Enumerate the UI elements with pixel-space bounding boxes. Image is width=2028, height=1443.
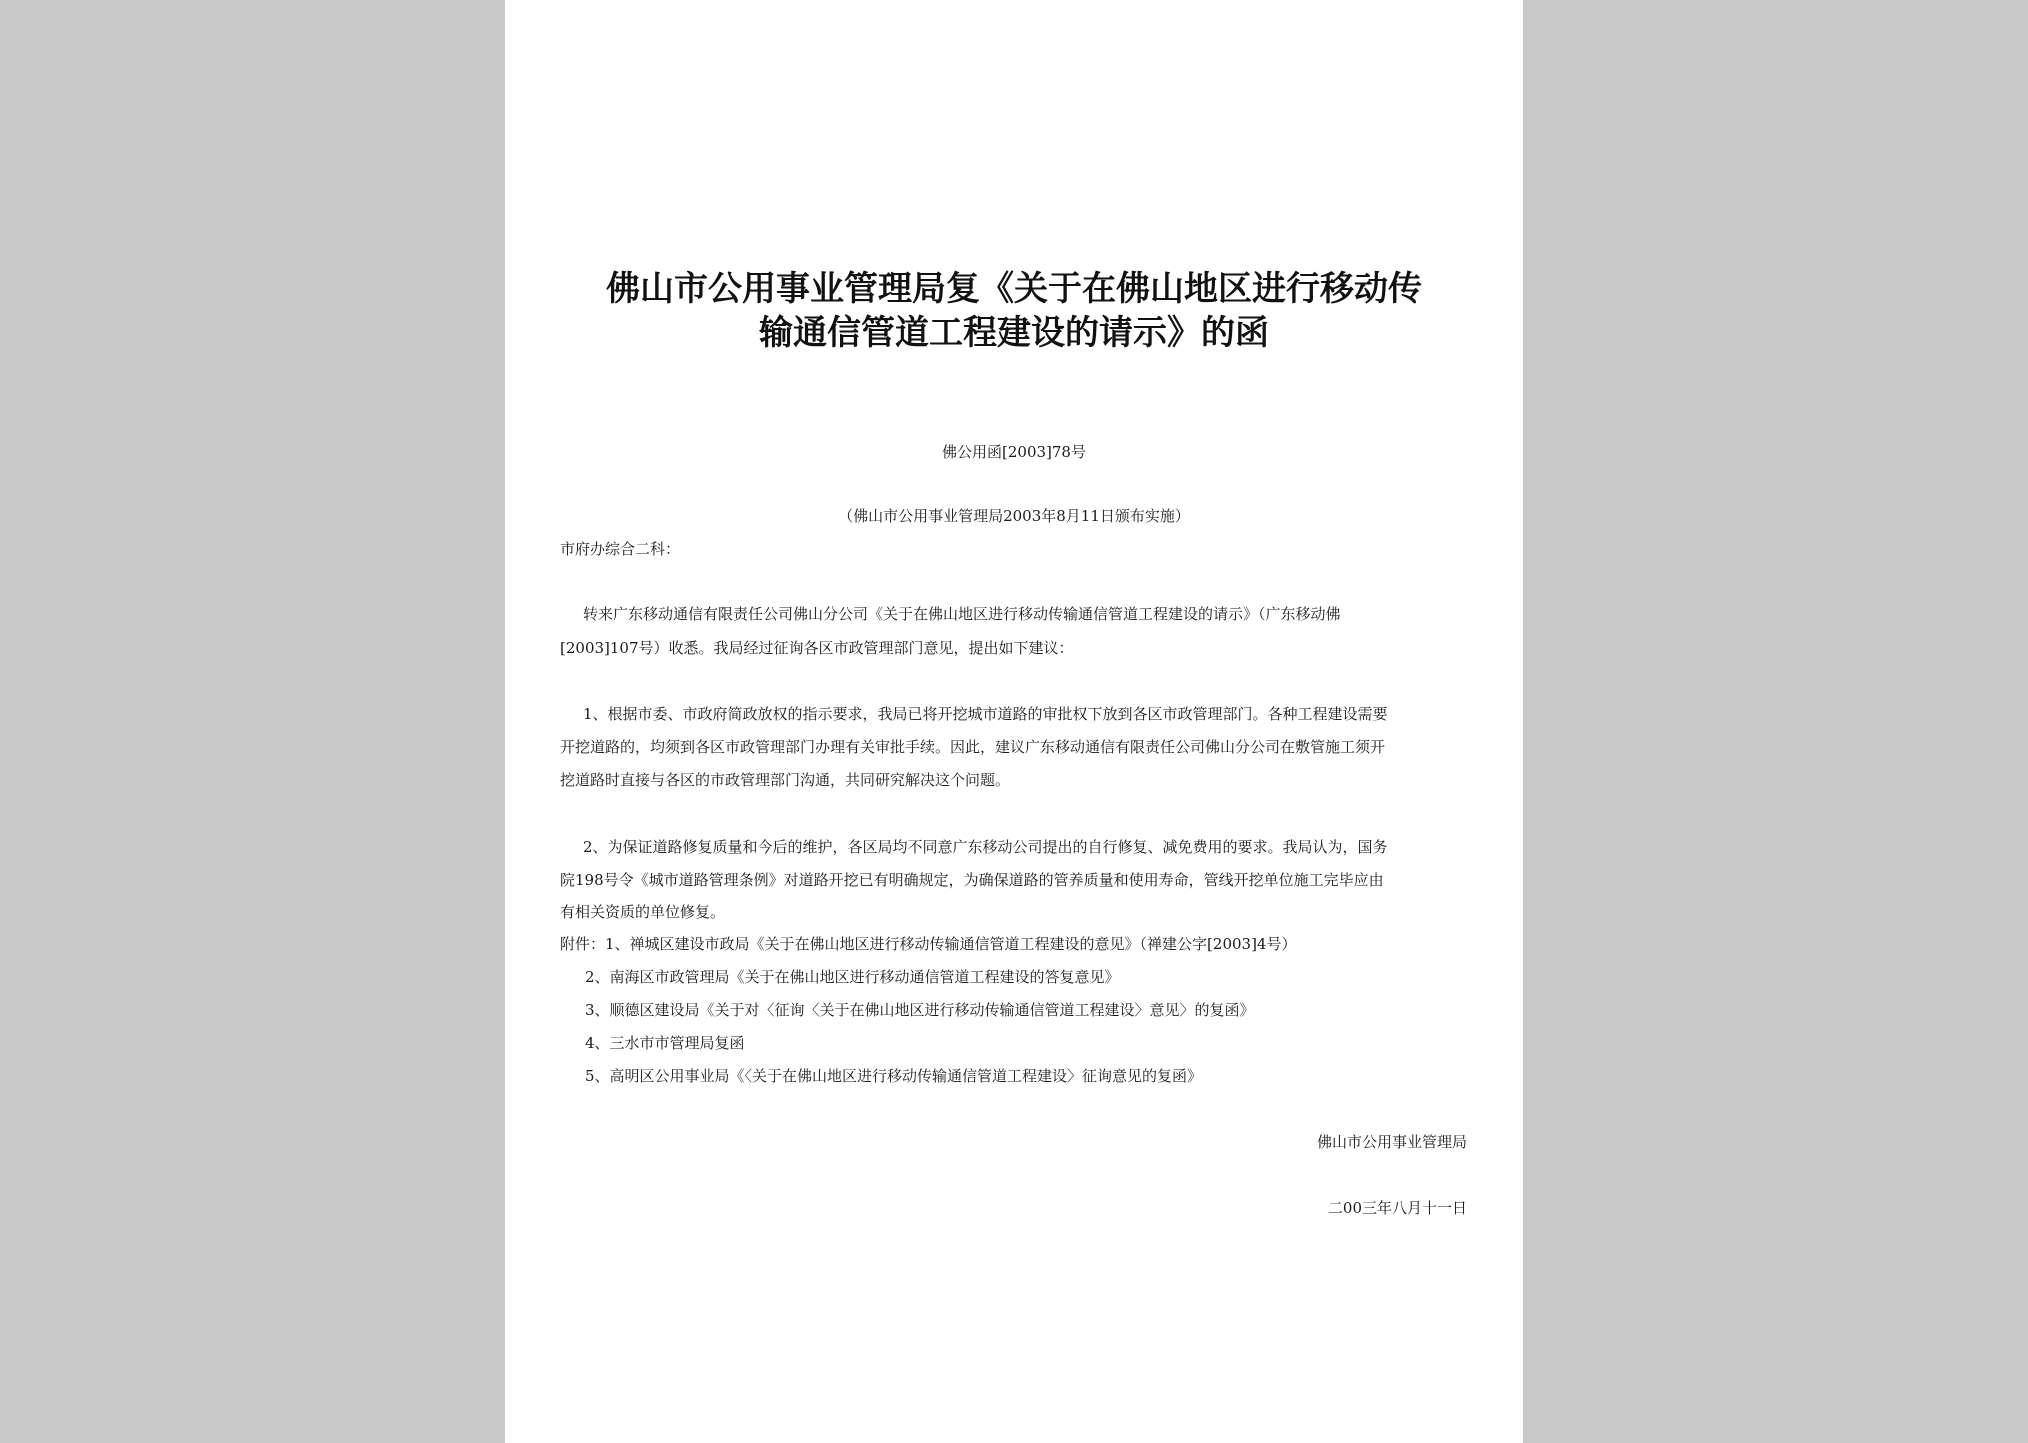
paragraph-line: 院198号令《城市道路管理条例》对道路开挖已有明确规定，为确保道路的管养质量和使用寿命，管线开挖单位施工完毕应由 (560, 871, 1384, 889)
paragraph-line: [2003]107号）收悉。我局经过征询各区市政管理部门意见，提出如下建议： (560, 639, 1074, 657)
paragraph-line: 转来广东移动通信有限责任公司佛山分公司《关于在佛山地区进行移动传输通信管道工程建设的请示》（广东移动佛 (583, 605, 1341, 623)
issue-note: （佛山市公用事业管理局2003年8月11日颁布实施） (838, 507, 1190, 525)
attachment-item: 2、南海区市政管理局《关于在佛山地区进行移动通信管道工程建设的答复意见》 (585, 968, 1120, 986)
document-page (505, 0, 1523, 1443)
attachment-item: 附件：1、禅城区建设市政局《关于在佛山地区进行移动传输通信管道工程建设的意见》（禅建公字[2003]4号） (560, 935, 1297, 953)
document-title-line-1: 佛山市公用事业管理局复《关于在佛山地区进行移动传 (606, 269, 1422, 309)
paragraph-line: 2、为保证道路修复质量和今后的维护，各区局均不同意广东移动公司提出的自行修复、减免费用的要求。我局认为，国务 (583, 838, 1388, 856)
attachment-item: 5、高明区公用事业局《〈关于在佛山地区进行移动传输通信管道工程建设〉征询意见的复函》 (585, 1067, 1203, 1085)
document-date: 二00三年八月十一日 (1327, 1199, 1467, 1217)
paragraph-line: 挖道路时直接与各区的市政管理部门沟通，共同研究解决这个问题。 (560, 771, 1011, 789)
attachment-item: 3、顺德区建设局《关于对〈征询〈关于在佛山地区进行移动传输通信管道工程建设〉意见〉的复函》 (585, 1001, 1255, 1019)
paragraph-line: 有相关资质的单位修复。 (560, 903, 726, 921)
addressee: 市府办综合二科： (560, 540, 681, 558)
document-title-line-2: 输通信管道工程建设的请示》的函 (759, 313, 1269, 353)
signature: 佛山市公用事业管理局 (1316, 1133, 1467, 1151)
document-number: 佛公用函[2003]78号 (942, 443, 1086, 461)
attachment-item: 4、三水市市管理局复函 (585, 1034, 745, 1052)
paragraph-line: 开挖道路的，均须到各区市政管理部门办理有关审批手续。因此，建议广东移动通信有限责任公司佛山分公司在敷管施工须开 (560, 738, 1386, 756)
paragraph-line: 1、根据市委、市政府简政放权的指示要求，我局已将开挖城市道路的审批权下放到各区市政管理部门。各种工程建设需要 (583, 705, 1388, 723)
